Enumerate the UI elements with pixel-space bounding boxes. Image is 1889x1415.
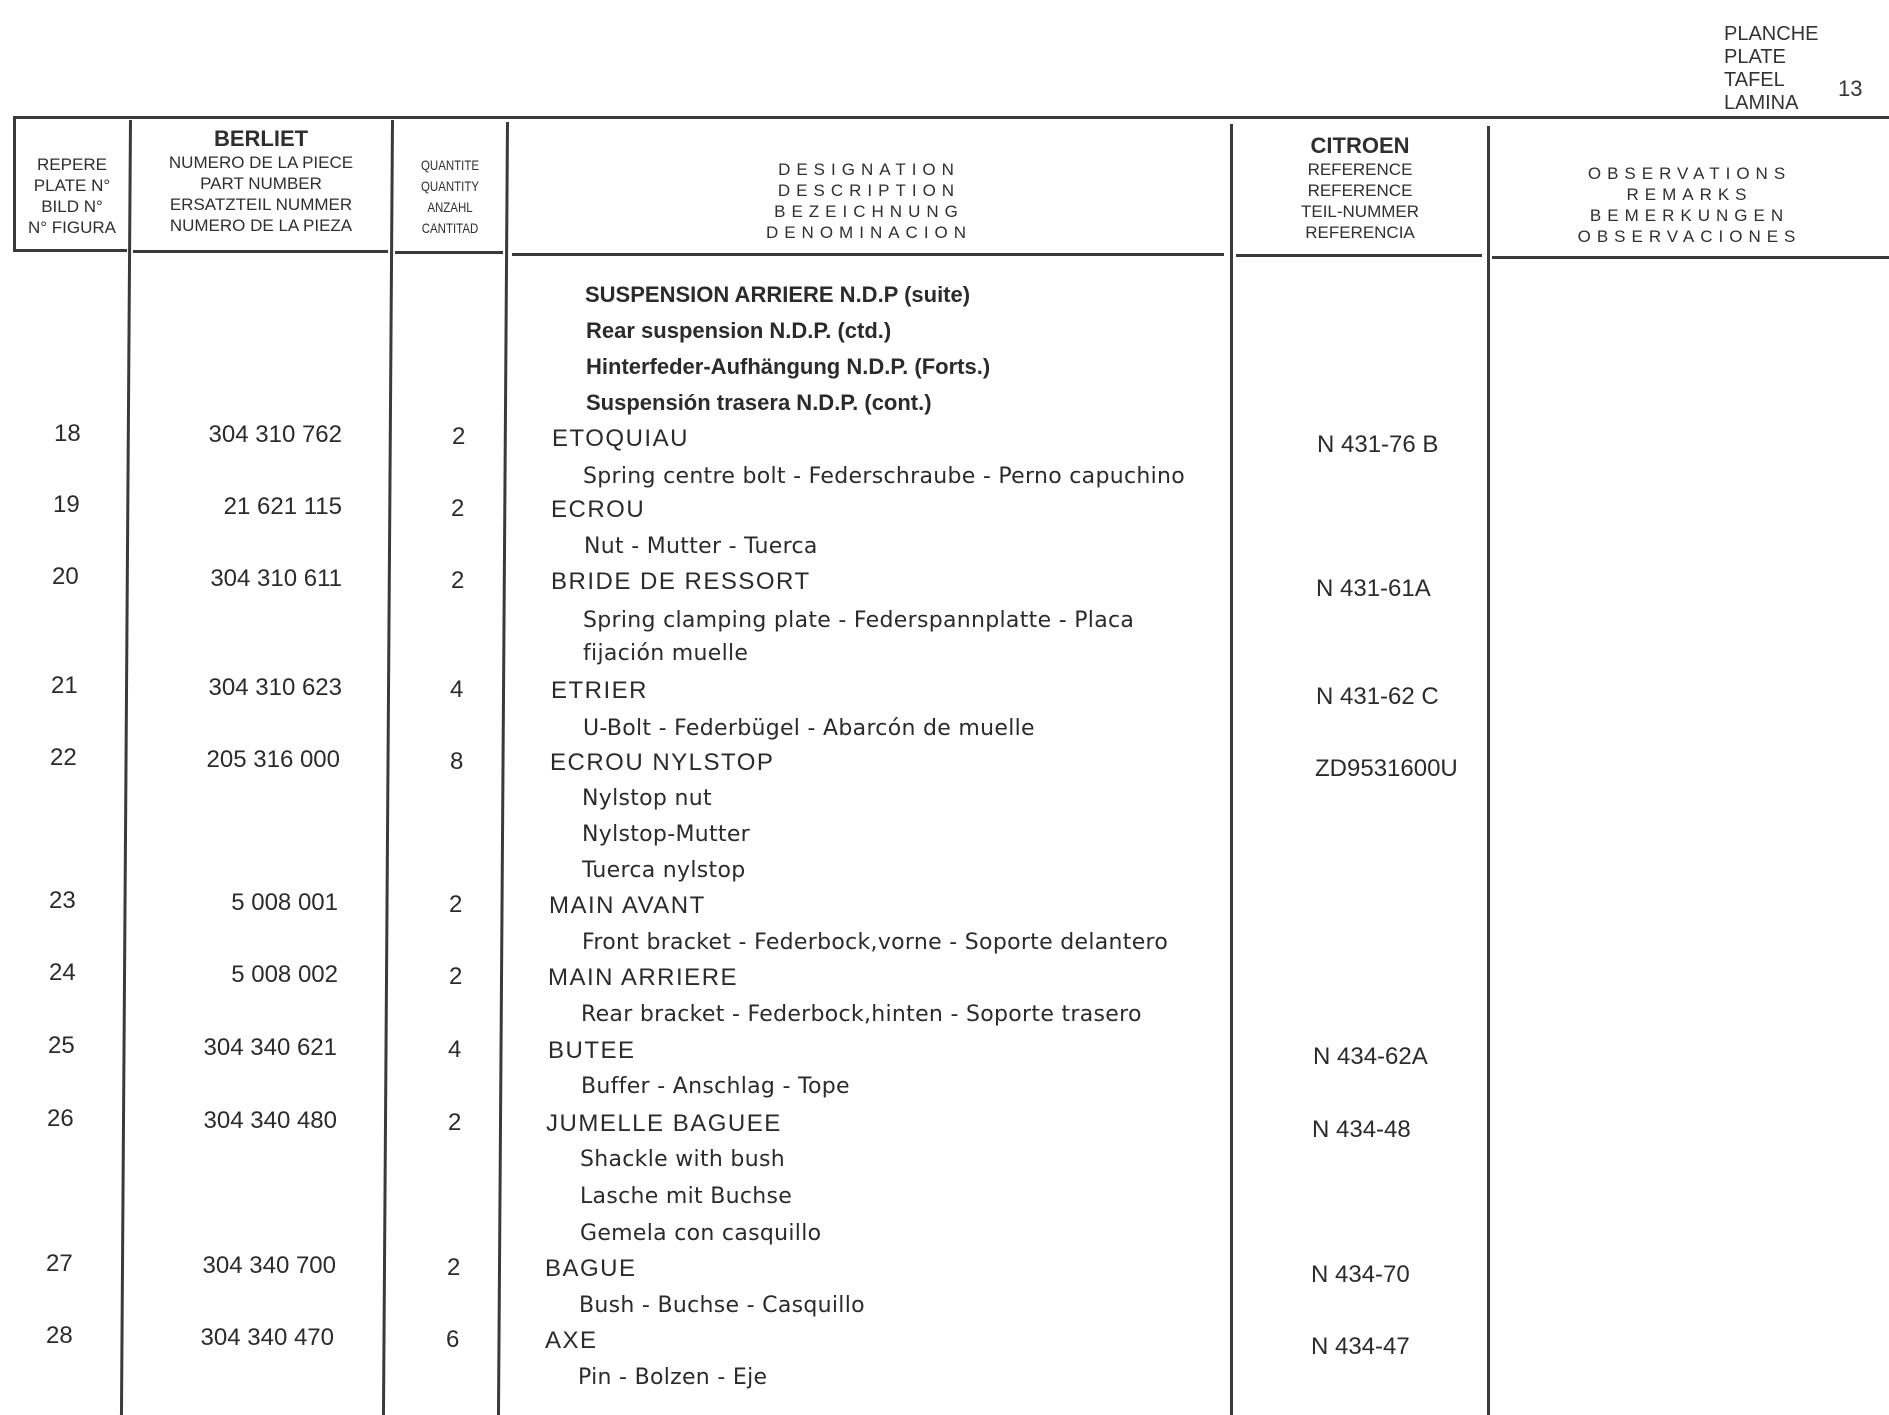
row-21-part-number: 304 310 623 — [208, 674, 342, 701]
row-20-quantity: 2 — [451, 567, 465, 594]
row-21-citroen-ref: N 431-62 C — [1316, 683, 1439, 710]
header-underline-observations — [1492, 256, 1889, 259]
row-22-description-3: Tuerca nylstop — [582, 858, 746, 883]
row-25-description-1: Buffer - Anschlag - Tope — [581, 1074, 850, 1099]
row-22-part-number: 205 316 000 — [206, 746, 340, 773]
row-26-description-3: Gemela con casquillo — [580, 1221, 822, 1246]
row-18-description-1: Spring centre bolt - Federschraube - Perno capuchino — [583, 464, 1186, 489]
header-underline-berliet — [133, 250, 388, 253]
row-27-part-number: 304 340 700 — [202, 1252, 336, 1279]
row-23-designation: MAIN AVANT — [549, 892, 706, 919]
row-22-quantity: 8 — [450, 748, 464, 775]
row-23-description-1: Front bracket - Federbock,vorne - Soporte delantero — [582, 930, 1169, 955]
header-designation-es: DENOMINACION — [765, 223, 973, 242]
header-designation-de: BEZEICHNUNG — [774, 202, 964, 221]
header-berliet-es: NUMERO DE LA PIEZA — [169, 216, 353, 235]
section-title-en: Rear suspension N.D.P. (ctd.) — [586, 318, 892, 343]
row-20-citroen-ref: N 431-61A — [1316, 575, 1431, 602]
header-repere-en: PLATE N° — [33, 176, 111, 195]
row-19-designation: ECROU — [551, 496, 646, 523]
row-28-quantity: 6 — [446, 1326, 460, 1353]
header-quantity — [394, 155, 506, 239]
header-repere-fr: REPERE — [37, 155, 107, 174]
row-25-quantity: 4 — [448, 1036, 462, 1063]
row-26-part-number: 304 340 480 — [203, 1107, 337, 1134]
header-quantity-es: CANTITAD — [421, 220, 479, 236]
row-28-designation: AXE — [545, 1327, 598, 1354]
row-23-quantity: 2 — [449, 891, 463, 918]
header-observations-fr: OBSERVATIONS — [1587, 164, 1792, 183]
table-top-border — [14, 116, 1889, 119]
row-25-part-number: 304 340 621 — [203, 1034, 337, 1061]
header-quantity-en: QUANTITY — [420, 178, 480, 194]
row-26-ref: 26 — [47, 1105, 74, 1132]
header-berliet-brand: BERLIET — [213, 126, 309, 151]
row-19-quantity: 2 — [451, 495, 465, 522]
row-28-part-number: 304 340 470 — [200, 1324, 334, 1351]
row-22-description-2: Nylstop-Mutter — [582, 822, 750, 847]
header-observations-de: BEMERKUNGEN — [1589, 206, 1790, 225]
row-27-description-1: Bush - Buchse - Casquillo — [579, 1293, 865, 1318]
header-underline-designation — [512, 253, 1224, 256]
row-27-ref: 27 — [46, 1250, 73, 1277]
row-25-citroen-ref: N 434-62A — [1313, 1043, 1428, 1070]
row-22-designation: ECROU NYLSTOP — [550, 749, 775, 776]
row-28-ref: 28 — [46, 1322, 73, 1349]
row-21-designation: ETRIER — [551, 677, 649, 704]
header-quantity-fr: QUANTITE — [420, 157, 480, 173]
row-24-ref: 24 — [49, 959, 76, 986]
section-title-fr: SUSPENSION ARRIERE N.D.P (suite) — [585, 282, 971, 307]
header-repere-de: BILD N° — [41, 197, 103, 216]
row-20-description-1: Spring clamping plate - Federspannplatte - Placa — [583, 608, 1135, 633]
column-divider-5 — [1230, 124, 1233, 1415]
row-26-description-2: Lasche mit Buchse — [580, 1184, 793, 1209]
header-designation-en: DESCRIPTION — [777, 181, 961, 200]
row-24-part-number: 5 008 002 — [231, 961, 338, 988]
row-26-description-1: Shackle with bush — [580, 1147, 785, 1172]
row-25-designation: BUTEE — [548, 1037, 636, 1064]
column-divider-6 — [1487, 126, 1490, 1415]
row-18-designation: ETOQUIAU — [552, 425, 689, 452]
row-20-designation: BRIDE DE RESSORT — [551, 568, 811, 595]
row-26-citroen-ref: N 434-48 — [1312, 1116, 1411, 1143]
row-18-part-number: 304 310 762 — [208, 421, 342, 448]
header-berliet-fr: NUMERO DE LA PIECE — [168, 153, 354, 172]
row-28-description-1: Pin - Bolzen - Eje — [578, 1365, 768, 1390]
row-27-citroen-ref: N 434-70 — [1311, 1261, 1410, 1288]
header-berliet-de: ERSATZTEIL NUMMER — [169, 195, 353, 214]
section-title-de: Hinterfeder-Aufhängung N.D.P. (Forts.) — [586, 354, 991, 379]
header-citroen-fr: REFERENCE — [1307, 160, 1413, 179]
row-28-citroen-ref: N 434-47 — [1311, 1333, 1410, 1360]
header-designation-fr: DESIGNATION — [778, 160, 960, 179]
row-24-description-1: Rear bracket - Federbock,hinten - Soporte trasero — [581, 1002, 1142, 1027]
column-divider-4 — [497, 122, 509, 1415]
header-repere-es: N° FIGURA — [27, 218, 117, 237]
row-25-ref: 25 — [48, 1032, 75, 1059]
row-21-quantity: 4 — [450, 676, 464, 703]
header-repere — [14, 154, 130, 238]
row-18-ref: 18 — [54, 420, 81, 447]
header-observations — [1490, 163, 1889, 247]
header-observations-en: REMARKS — [1626, 185, 1753, 204]
row-20-description-2: fijación muelle — [583, 641, 749, 666]
row-19-part-number: 21 621 115 — [223, 493, 342, 520]
plate-label-fr: PLANCHE — [1724, 23, 1819, 45]
header-berliet-en: PART NUMBER — [200, 174, 322, 193]
header-berliet — [132, 126, 390, 236]
header-citroen-brand: CITROEN — [1310, 133, 1410, 158]
row-23-part-number: 5 008 001 — [231, 889, 338, 916]
header-underline-repere — [14, 249, 127, 252]
row-26-quantity: 2 — [448, 1109, 462, 1136]
row-24-designation: MAIN ARRIERE — [548, 964, 739, 991]
row-27-quantity: 2 — [447, 1254, 461, 1281]
header-citroen — [1233, 133, 1487, 243]
plate-number: 13 — [1838, 76, 1863, 101]
row-20-ref: 20 — [52, 563, 79, 590]
plate-label-en: PLATE — [1724, 46, 1786, 68]
row-24-quantity: 2 — [449, 963, 463, 990]
row-22-citroen-ref: ZD9531600U — [1315, 755, 1458, 782]
row-22-description-1: Nylstop nut — [582, 786, 712, 811]
header-designation — [510, 159, 1228, 243]
row-19-description-1: Nut - Mutter - Tuerca — [584, 534, 818, 559]
header-observations-es: OBSERVACIONES — [1577, 227, 1802, 246]
header-citroen-de: TEIL-NUMMER — [1300, 202, 1420, 221]
row-21-ref: 21 — [51, 672, 78, 699]
header-underline-quantity — [395, 251, 503, 254]
column-divider-3 — [382, 120, 394, 1415]
header-citroen-es: REFERENCIA — [1305, 223, 1415, 242]
row-18-quantity: 2 — [452, 423, 466, 450]
row-26-designation: JUMELLE BAGUEE — [546, 1110, 782, 1137]
row-21-description-1: U-Bolt - Federbügel - Abarcón de muelle — [583, 716, 1035, 741]
plate-label-es: LAMINA — [1724, 92, 1799, 114]
row-18-citroen-ref: N 431-76 B — [1317, 431, 1439, 458]
row-20-part-number: 304 310 611 — [210, 565, 342, 592]
row-27-designation: BAGUE — [545, 1255, 637, 1282]
row-23-ref: 23 — [49, 887, 76, 914]
header-underline-citroen — [1236, 254, 1482, 257]
column-divider-2 — [120, 120, 132, 1415]
row-19-ref: 19 — [53, 491, 80, 518]
section-title-es: Suspensión trasera N.D.P. (cont.) — [586, 390, 932, 415]
plate-labels — [1724, 23, 1818, 115]
plate-label-de: TAFEL — [1724, 69, 1785, 91]
header-quantity-de: ANZAHL — [427, 199, 473, 215]
header-citroen-en: REFERENCE — [1307, 181, 1413, 200]
row-22-ref: 22 — [50, 744, 77, 771]
